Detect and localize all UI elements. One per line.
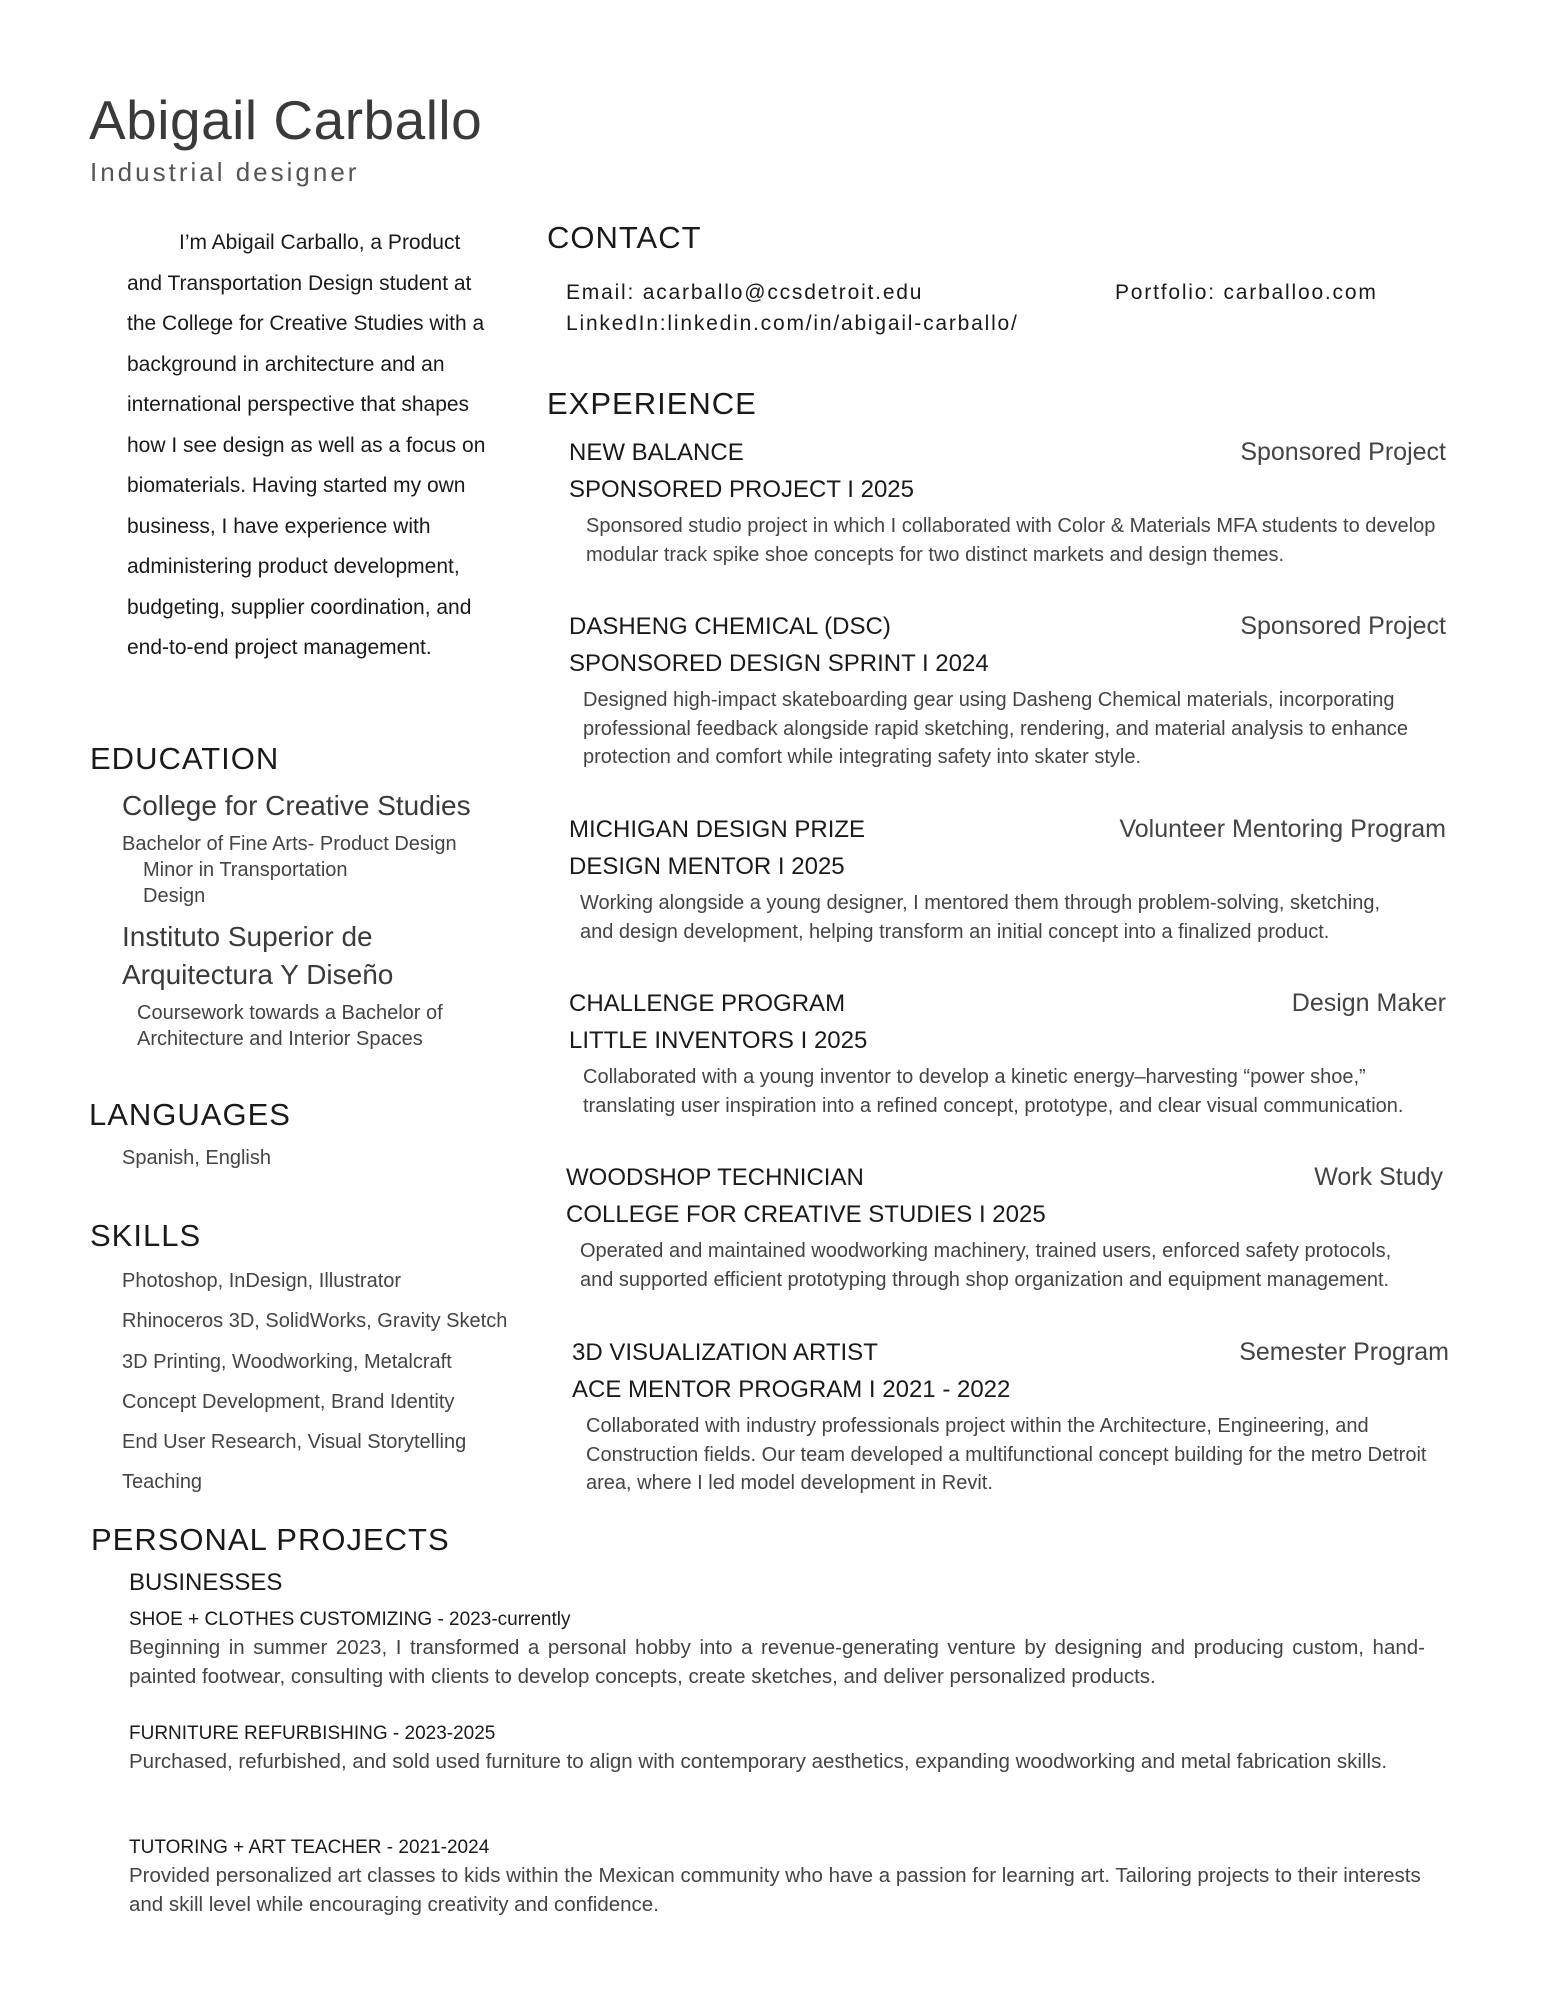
project-title: SHOE + CLOTHES CUSTOMIZING - 2023-currently: [129, 1609, 571, 1630]
skills-heading: SKILLS: [90, 1218, 202, 1253]
experience-desc: Designed high-impact skateboarding gear using Dasheng Chemical materials, incorporating professional feedback alongside rapid sketching, rendering, and material analysis to enhance protection and comfort while integrating safety into skater style.: [583, 689, 1408, 768]
experience-org: DASHENG CHEMICAL (DSC): [569, 613, 891, 640]
contact-heading: CONTACT: [547, 220, 702, 255]
school-detail: Coursework towards a Bachelor of: [137, 1002, 443, 1024]
school-name: Instituto Superior de: [122, 921, 373, 952]
education-heading: EDUCATION: [90, 741, 280, 776]
school-detail: Design: [143, 885, 206, 907]
school-name: College for Creative Studies: [122, 790, 471, 821]
experience-org: 3D VISUALIZATION ARTIST: [572, 1339, 878, 1366]
resume-subtitle: Industrial designer: [90, 157, 360, 187]
projects-subheading: BUSINESSES: [129, 1569, 283, 1596]
skill-item: 3D Printing, Woodworking, Metalcraft: [122, 1350, 452, 1373]
school-name: Arquitectura Y Diseño: [122, 959, 394, 990]
experience-desc: Working alongside a young designer, I mentored them through problem-solving, sketching, and design development, helping transform an initial concept into a finalized product.: [580, 892, 1381, 943]
project-title: TUTORING + ART TEACHER - 2021-2024: [129, 1837, 490, 1858]
languages-heading: LANGUAGES: [89, 1097, 291, 1132]
contact-portfolio: Portfolio: carballoo.com: [1115, 281, 1378, 304]
experience-heading: EXPERIENCE: [547, 386, 757, 421]
experience-tag: Design Maker: [1291, 989, 1446, 1017]
experience-role: SPONSORED PROJECT I 2025: [569, 476, 914, 503]
project-desc: Provided personalized art classes to kids within the Mexican community who have a passion for learning art. Tailoring projects to their interests and skill level while encouraging creativity and confidence.: [129, 1864, 1421, 1916]
experience-role: ACE MENTOR PROGRAM I 2021 - 2022: [572, 1376, 1011, 1403]
experience-tag: Sponsored Project: [1240, 438, 1446, 466]
project-desc: Purchased, refurbished, and sold used furniture to align with contemporary aesthetics, expanding woodworking and metal fabrication skills.: [129, 1750, 1388, 1773]
projects-heading: PERSONAL PROJECTS: [91, 1522, 450, 1557]
skills-list: [122, 1261, 507, 1503]
contact-email: Email: acarballo@ccsdetroit.edu: [566, 281, 924, 304]
skill-item: End User Research, Visual Storytelling: [122, 1431, 467, 1454]
experience-role: COLLEGE FOR CREATIVE STUDIES I 2025: [566, 1201, 1046, 1228]
experience-desc: Collaborated with industry professionals project within the Architecture, Engineering, and Construction fields. Our team developed a multifunctional concept building for the metro Detroit area, where I led model development in Revit.: [586, 1415, 1427, 1494]
resume-name: Abigail Carballo: [89, 89, 483, 151]
project-desc: Beginning in summer 2023, I transformed a personal hobby into a revenue-generating venture by designing and producing custom, hand-painted footwear, consulting with clients to develop concepts, create sketches, and deliver personalized products.: [129, 1636, 1425, 1688]
skill-item: Concept Development, Brand Identity: [122, 1390, 455, 1413]
school-detail: Architecture and Interior Spaces: [137, 1028, 423, 1050]
experience-org: NEW BALANCE: [569, 439, 744, 466]
experience-tag: Volunteer Mentoring Program: [1119, 815, 1446, 843]
experience-org: WOODSHOP TECHNICIAN: [566, 1164, 864, 1191]
about-text: I’m Abigail Carballo, a Product and Transportation Design student at the College for Creative Studies with a background in architecture and an international perspective that shapes how I see design as well as a focus on biomaterials. Having started my own business, I have experience with administering product development, budgeting, supplier coordination, and end-to-end project management.: [127, 231, 486, 659]
experience-role: LITTLE INVENTORS I 2025: [569, 1027, 868, 1054]
school-detail: Bachelor of Fine Arts- Product Design: [122, 833, 457, 855]
experience-tag: Work Study: [1314, 1163, 1443, 1191]
skill-item: Photoshop, InDesign, Illustrator: [122, 1270, 402, 1292]
about-paragraph: [127, 223, 497, 669]
experience-role: DESIGN MENTOR I 2025: [569, 853, 845, 880]
experience-tag: Sponsored Project: [1240, 612, 1446, 640]
experience-org: CHALLENGE PROGRAM: [569, 990, 846, 1017]
project-title: FURNITURE REFURBISHING - 2023-2025: [129, 1723, 496, 1744]
experience-desc: Collaborated with a young inventor to develop a kinetic energy–harvesting “power shoe,” translating user inspiration into a refined concept, prototype, and clear visual communication.: [583, 1066, 1404, 1117]
contact-linkedin: LinkedIn:linkedin.com/in/abigail-carballo/: [566, 312, 1019, 335]
skill-item: Rhinoceros 3D, SolidWorks, Gravity Sketch: [122, 1310, 508, 1333]
experience-desc: Sponsored studio project in which I collaborated with Color & Materials MFA students to develop modular track spike shoe concepts for two distinct markets and design themes.: [586, 515, 1436, 566]
experience-desc: Operated and maintained woodworking machinery, trained users, enforced safety protocols, and supported efficient prototyping through shop organization and equipment management.: [580, 1240, 1392, 1291]
experience-tag: Semester Program: [1239, 1338, 1449, 1366]
experience-role: SPONSORED DESIGN SPRINT I 2024: [569, 650, 989, 677]
school-detail: Minor in Transportation: [143, 859, 348, 881]
languages-value: Spanish, English: [122, 1147, 271, 1169]
experience-org: MICHIGAN DESIGN PRIZE: [569, 816, 866, 843]
skill-item: Teaching: [122, 1471, 203, 1494]
